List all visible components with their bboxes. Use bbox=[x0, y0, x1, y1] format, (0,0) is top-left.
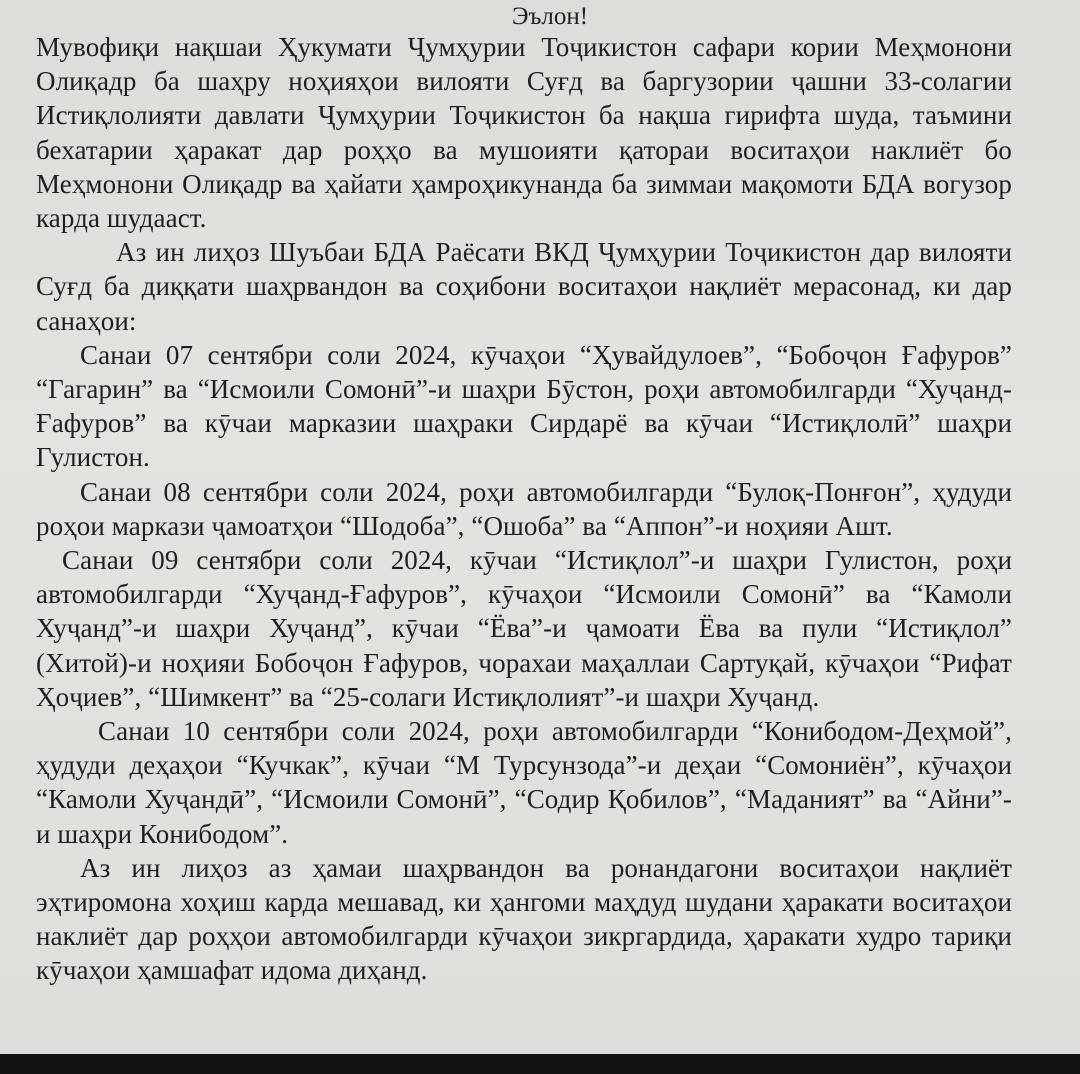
document-title: Эълон! bbox=[511, 3, 589, 30]
paragraph-date-10: Санаи 10 сентябри соли 2024, роҳи автомобилгарди “Конибодом-Деҳмой”, ҳудуди деҳаҳои “Кучкак”, кӯчаи “М Турсунзода”-и деҳаи “Сомониён”, кӯчаҳои “Камоли Хуҷандӣ”, “Исмоили Сомонӣ”, “Содир Қобилов”, “Маданият” ва “Айни”-и шаҳри Конибодом”. bbox=[36, 716, 1012, 849]
paragraph-closing: Аз ин лиҳоз аз ҳамаи шаҳрвандон ва ронандагони воситаҳои нақлиёт эҳтиромона хоҳиш карда мешавад, ки ҳангоми маҳдуд шудани ҳаракати воситаҳои наклиёт дар роҳҳои автомобилгарди кӯчаҳои зикргардида, ҳаракати худро тариқи кӯчаҳои ҳамшафат идома диҳанд. bbox=[36, 852, 1012, 986]
bottom-black-bar bbox=[0, 1054, 1080, 1074]
paragraph-date-09: Санаи 09 сентябри соли 2024, кӯчаи “Истиқлол”-и шаҳри Гулистон, роҳи автомобилгарди “Хуҷанд-Ғафуров”, кӯчаҳои “Исмоили Сомонӣ” ва “Камоли Хуҷанд”-и шаҳри Хуҷанд”, кӯчаи “Ёва”-и ҷамоати Ёва ва пули “Истиқлол” (Хитой)-и ноҳияи Бобоҷон Ғафуров, чорахаи маҳаллаи Сартуқай, кӯчаҳои “Рифат Ҳоҷиев”, “Шимкент” ва “25-солаги Истиқлолият”-и шаҳри Хуҷанд. bbox=[36, 545, 1012, 712]
paragraph-date-08: Санаи 08 сентябри соли 2024, роҳи автомобилгарди “Булоқ-Понғон”, ҳудуди роҳои маркази ҷамоатҳои “Шодоба”, “Ошоба” ва “Аппон”-и ноҳияи Ашт. bbox=[36, 476, 1012, 541]
paragraph-notice: Аз ин лиҳоз Шуъбаи БДА Раёсати ВКД Ҷумҳурии Тоҷикистон дар вилояти Суғд ба диққати шаҳрвандон ва соҳибони воситаҳои нақлиёт мерасонад, ки дар санаҳои: bbox=[36, 237, 1012, 336]
paragraph-intro: Мувофиқи нақшаи Ҳукумати Ҷумҳурии Тоҷикистон сафари кории Меҳмонони Олиқадр ба шаҳру ноҳияҳои вилояти Суғд ва баргузории ҷашни 33-солагии Истиқлолияти давлати Ҷумҳурии Тоҷикистон ба нақша гирифта шуда, таъмини бехатарии ҳаракат дар роҳҳо ва мушоияти қатораи воситаҳои наклиёт бо Меҳмонони Олиқадр ва ҳайати ҳамроҳикунанда ба зиммаи мақомоти БДА вогузор карда шудааст. bbox=[36, 32, 1012, 234]
document-body bbox=[36, 30, 1012, 988]
paragraph-date-07: Санаи 07 сентябри соли 2024, кӯчаҳои “Ҳувайдулоев”, “Бобоҷон Ғафуров” “Гагарин” ва “Исмоили Сомонӣ”-и шаҳри Бӯстон, роҳи автомобилгарди “Хуҷанд-Ғафуров” ва кӯчаи марказии шаҳраки Сирдарё ва кӯчаи “Истиқлолӣ” шаҳри Гулистон. bbox=[36, 339, 1012, 473]
